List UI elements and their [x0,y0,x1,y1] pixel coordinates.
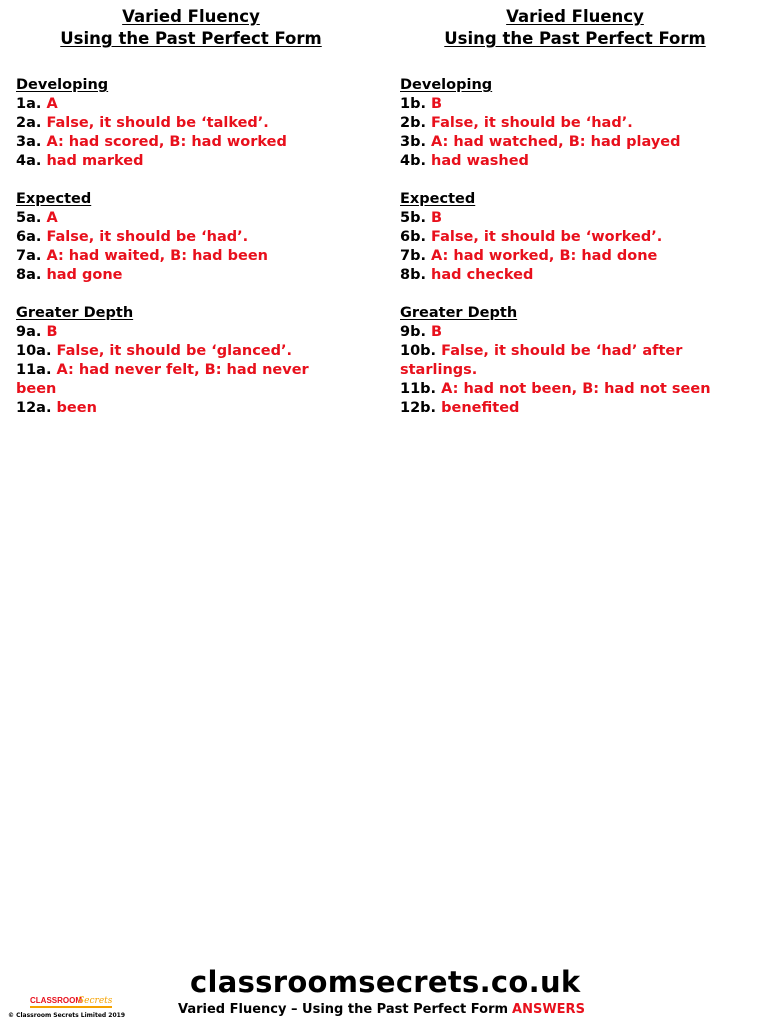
answer-text: A: had worked, B: had done [431,248,658,264]
column-title: Varied Fluency [506,7,644,26]
answer-text: benefited [441,400,520,416]
section-heading: Greater Depth [400,305,518,321]
logo-word-1: CLASSROOM [30,996,82,1005]
answer-item [16,152,346,171]
question-number: 4b. [400,153,426,169]
answer-section [16,190,386,285]
answer-item [400,342,730,380]
answer-text: had marked [46,153,144,169]
answers-column-left [16,6,386,437]
question-number: 6b. [400,229,426,245]
site-url: classroomsecrets.co.uk [190,965,581,999]
answer-item [16,133,346,152]
answer-item [16,95,346,114]
answer-text: B [46,324,58,340]
answer-item [400,380,730,399]
answer-text: A [46,210,58,226]
question-number: 3b. [400,134,426,150]
answer-section [400,76,768,171]
answer-item [400,152,730,171]
page-footer [0,962,768,1024]
answer-text: A: had watched, B: had played [431,134,681,150]
logo-underline [30,1006,112,1008]
question-number: 10a. [16,343,52,359]
footer-caption-line [178,1001,585,1019]
column-header [400,6,750,50]
answer-text: had checked [431,267,534,283]
answer-text: False, it should be ‘glanced’. [56,343,293,359]
answer-text: been [56,400,97,416]
column-subtitle: Using the Past Perfect Form [60,29,322,48]
answer-item [400,247,730,266]
question-number: 11b. [400,381,437,397]
answer-text: had gone [46,267,123,283]
question-number: 8b. [400,267,426,283]
question-number: 11a. [16,362,52,378]
classroom-secrets-logo [8,992,118,1012]
question-number: 2b. [400,115,426,131]
section-list [16,76,386,418]
answer-item [400,114,730,133]
footer-caption: Varied Fluency – Using the Past Perfect Form [178,1002,509,1017]
answer-item [16,247,346,266]
section-heading: Greater Depth [16,305,134,321]
question-number: 4a. [16,153,42,169]
answer-text: False, it should be ‘had’ after starlings. [400,343,683,378]
question-number: 9a. [16,324,42,340]
answer-item [400,95,730,114]
answer-text: B [431,96,443,112]
question-number: 9b. [400,324,426,340]
question-number: 8a. [16,267,42,283]
answer-item [400,228,730,247]
answer-text: False, it should be ‘had’. [46,229,249,245]
answer-item [16,209,346,228]
question-number: 10b. [400,343,437,359]
logo-word-2: Secrets [78,996,113,1006]
answers-label: ANSWERS [512,1002,585,1017]
answer-item [400,266,730,285]
answer-item [16,228,346,247]
question-number: 6a. [16,229,42,245]
copyright-text: © Classroom Secrets Limited 2019 [8,1012,125,1019]
question-number: 7a. [16,248,42,264]
answer-text: A [46,96,58,112]
answer-text: A: had scored, B: had worked [46,134,287,150]
answer-item [16,361,346,399]
answer-item [16,342,346,361]
answer-item [400,133,730,152]
question-number: 3a. [16,134,42,150]
column-title: Varied Fluency [122,7,260,26]
column-subtitle: Using the Past Perfect Form [444,29,706,48]
answer-text: B [431,324,443,340]
question-number: 2a. [16,115,42,131]
section-heading: Expected [400,191,476,207]
answer-text: False, it should be ‘talked’. [46,115,269,131]
answer-section [400,190,768,285]
answer-item [400,209,730,228]
question-number: 5a. [16,210,42,226]
section-heading: Expected [16,191,92,207]
answer-item [400,399,730,418]
question-number: 1b. [400,96,426,112]
answer-section [400,304,768,418]
answer-section [16,76,386,171]
answer-text: B [431,210,443,226]
question-number: 12a. [16,400,52,416]
question-number: 7b. [400,248,426,264]
answer-text: False, it should be ‘worked’. [431,229,663,245]
answer-item [400,323,730,342]
answer-item [16,266,346,285]
question-number: 5b. [400,210,426,226]
section-list [400,76,768,418]
question-number: 1a. [16,96,42,112]
answers-column-right [400,6,768,437]
section-heading: Developing [16,77,109,93]
section-heading: Developing [400,77,493,93]
answer-text: A: had waited, B: had been [46,248,268,264]
answer-item [16,114,346,133]
answer-item [16,399,346,418]
answer-item [16,323,346,342]
column-header [16,6,366,50]
answer-text: A: had never felt, B: had never been [16,362,309,397]
answer-text: False, it should be ‘had’. [431,115,633,131]
answer-section [16,304,386,418]
question-number: 12b. [400,400,437,416]
answer-text: had washed [431,153,529,169]
answer-text: A: had not been, B: had not seen [441,381,711,397]
